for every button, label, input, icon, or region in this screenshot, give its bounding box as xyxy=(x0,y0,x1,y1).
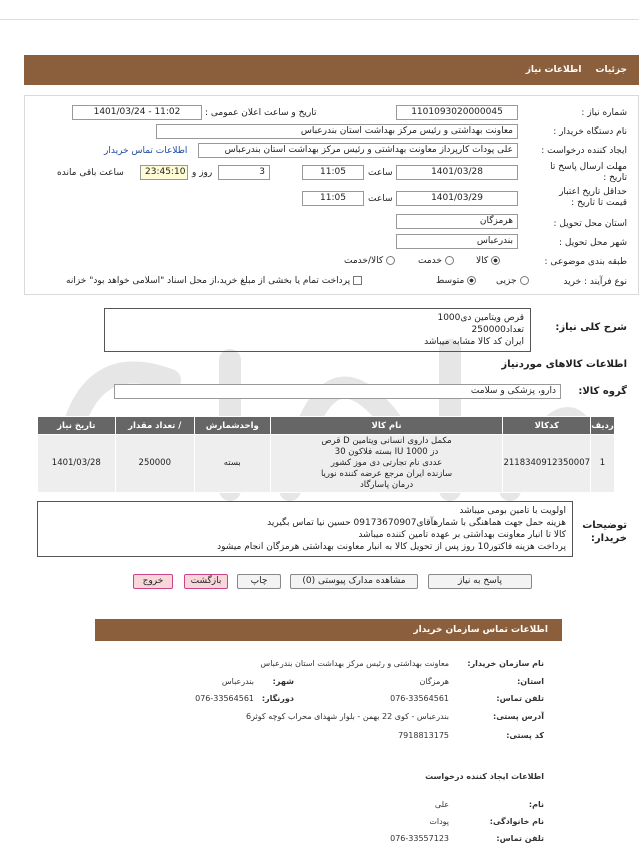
cell-row: 1 xyxy=(591,435,615,493)
category-label: طبقه بندی موضوعی : xyxy=(544,257,627,267)
col-row: ردیف xyxy=(591,417,615,435)
page-header xyxy=(24,55,639,85)
announce-field: 1401/03/24 - 11:02 xyxy=(72,105,202,120)
cell-code: 2118340912350007 xyxy=(503,435,591,493)
creator-name-value: علی xyxy=(434,800,449,809)
cell-name xyxy=(270,435,503,493)
contact-province-label: استان: xyxy=(517,677,544,686)
category-goods-radio[interactable] xyxy=(476,256,500,266)
deadline-date-field: 1401/03/28 xyxy=(396,165,518,180)
city-label: شهر محل تحویل : xyxy=(558,238,627,248)
item-name-line: درمان پاسارگاد xyxy=(359,480,414,490)
category-service-radio[interactable] xyxy=(418,256,454,266)
province-label: استان محل تحویل : xyxy=(553,219,627,229)
radio-selected-icon xyxy=(491,256,500,265)
item-name-line: عددی نام تجارتی دی موز کشور xyxy=(330,458,443,468)
radio-icon xyxy=(445,256,454,265)
item-name-line: مکمل داروی انسانی ویتامین D قرص xyxy=(321,436,452,446)
creator-field: علی پودات کارپرداز معاونت بهداشتی و رئیس مرکز بهداشت استان بندرعباس xyxy=(198,143,518,158)
col-date: تاریخ نیاز xyxy=(38,417,116,435)
contact-province-value: هرمزگان xyxy=(419,677,449,686)
address-value: بندرعباس - کوی 22 بهمن - بلوار شهدای محراب کوچه کوثر6 xyxy=(246,712,449,721)
postal-value: 7918813175 xyxy=(398,731,449,740)
deadline-time-label: ساعت xyxy=(368,168,393,178)
note-line: اولویت با تامین بومی میباشد xyxy=(459,506,566,516)
print-button[interactable]: چاپ xyxy=(237,574,281,589)
postal-label: کد پستی: xyxy=(506,731,544,740)
province-field: هرمزگان xyxy=(396,214,518,229)
creator-info-title: اطلاعات ایجاد کننده درخواست xyxy=(425,772,544,781)
col-name: نام کالا xyxy=(270,417,503,435)
creator-family-label: نام خانوادگی: xyxy=(489,817,544,826)
min-price-time-field: 11:05 xyxy=(302,191,364,206)
process-partial-label: جزیی xyxy=(496,276,517,286)
city-field: بندرعباس xyxy=(396,234,518,249)
buyer-field: معاونت بهداشتی و رئیس مرکز بهداشت استان بندرعباس xyxy=(156,124,518,139)
buyer-label: نام دستگاه خریدار : xyxy=(553,127,627,137)
item-name-line: سازنده ایران مرجع عرضه کننده نوریا xyxy=(320,469,453,479)
creator-label: ایجاد کننده درخواست : xyxy=(541,146,627,156)
cell-qty: 250000 xyxy=(115,435,194,493)
cell-date: 1401/03/28 xyxy=(38,435,116,493)
process-partial-radio[interactable] xyxy=(496,276,529,286)
category-goods-service-radio[interactable] xyxy=(344,256,395,266)
col-code: کدکالا xyxy=(503,417,591,435)
days-label: روز و xyxy=(192,168,213,178)
need-number-label: شماره نیاز : xyxy=(581,108,627,118)
summary-line: قرص ویتامین دی1000 xyxy=(437,313,524,323)
creator-phone-label: تلفن تماس: xyxy=(496,834,544,843)
tab-need-info[interactable]: اطلاعات نیاز xyxy=(525,65,582,75)
attachments-button[interactable]: مشاهده مدارک پیوستی (0) xyxy=(290,574,418,589)
note-line: کالا تا انبار معاونت بهداشتی بر عهده تامین کننده میباشد xyxy=(358,530,566,540)
table-row xyxy=(38,435,615,493)
tab-details[interactable]: جزئیات xyxy=(595,65,627,75)
item-name-line: دز 1000 IU بسته فلاکون 30 xyxy=(334,447,439,457)
min-price-time-label: ساعت xyxy=(368,194,393,204)
radio-icon xyxy=(386,256,395,265)
summary-line: تعداد250000 xyxy=(471,325,524,335)
category-goods-label: کالا xyxy=(476,256,489,266)
creator-phone-value: 076-33557123 xyxy=(390,834,449,843)
top-bar xyxy=(0,0,639,20)
process-label: نوع فرآیند : خرید xyxy=(563,277,627,287)
address-label: آدرس پستی: xyxy=(493,712,544,721)
deadline-time-field: 11:05 xyxy=(302,165,364,180)
payment-checkbox[interactable] xyxy=(66,276,362,286)
min-price-date-field: 1401/03/29 xyxy=(396,191,518,206)
contact-city-label: شهر: xyxy=(272,677,294,686)
contact-fax-value: 076-33564561 xyxy=(195,694,254,703)
note-line: پرداخت هزینه فاکتور10 روز پس از تحویل کالا به انبار معاونت بهداشتی هرمزگان انجام میشود xyxy=(217,542,566,552)
note-line: هزینه حمل جهت هماهنگی با شمارهآقای09173670907 حسین نیا تماس بگیرید xyxy=(267,518,566,528)
reply-button[interactable]: پاسخ به نیاز xyxy=(428,574,532,589)
summary-label: شرح کلی نیاز: xyxy=(555,322,627,333)
cell-unit: بسته xyxy=(194,435,270,493)
contact-fax-label: دورنگار: xyxy=(261,694,294,703)
org-label: نام سازمان خریدار: xyxy=(467,659,544,668)
contact-header: اطلاعات تماس سازمان خریدار xyxy=(95,619,562,641)
category-goods-service-label: کالا/خدمت xyxy=(344,256,384,266)
group-label: گروه کالا: xyxy=(578,386,627,397)
process-medium-label: متوسط xyxy=(436,276,465,286)
need-number-field: 1101093020000045 xyxy=(396,105,518,120)
exit-button[interactable]: خروج xyxy=(133,574,173,589)
summary-line: ایران کد کالا مشابه میباشد xyxy=(424,337,524,347)
remaining-time-field: 23:45:10 xyxy=(140,165,188,180)
announce-label: تاریخ و ساعت اعلان عمومی : xyxy=(205,108,317,118)
contact-city-value: بندرعباس xyxy=(221,677,254,686)
org-value: معاونت بهداشتی و رئیس مرکز بهداشت استان بندرعباس xyxy=(260,659,449,668)
col-unit: واحدشمارش xyxy=(194,417,270,435)
notes-label: توضیحات خریدار: xyxy=(582,520,627,544)
contact-phone-value: 076-33564561 xyxy=(390,694,449,703)
table-header-row xyxy=(38,417,615,435)
radio-icon xyxy=(520,276,529,285)
col-qty: / تعداد مقدار xyxy=(115,417,194,435)
group-field: دارو، پزشکی و سلامت xyxy=(114,384,561,399)
summary-box xyxy=(104,308,531,352)
back-button[interactable]: بازگشت xyxy=(184,574,228,589)
contact-phone-label: تلفن تماس: xyxy=(496,694,544,703)
process-medium-radio[interactable] xyxy=(436,276,476,286)
payment-note: پرداخت تمام یا بخشی از مبلغ خرید،از محل اسناد "اسلامی خواهد بود" خزانه xyxy=(66,276,351,286)
remaining-label: ساعت باقی مانده xyxy=(57,168,124,178)
deadline-label: مهلت ارسال پاسخ تا تاریخ : xyxy=(550,162,627,183)
category-service-label: خدمت xyxy=(418,256,442,266)
creator-family-value: پودات xyxy=(429,817,449,826)
days-field: 3 xyxy=(218,165,270,180)
buyer-contact-link[interactable]: اطلاعات تماس خریدار xyxy=(104,146,188,156)
min-price-label: حداقل تاریخ اعتبار قیمت تا تاریخ : xyxy=(559,187,627,208)
radio-selected-icon xyxy=(467,276,476,285)
notes-box xyxy=(37,501,573,557)
checkbox-icon xyxy=(353,276,362,285)
creator-name-label: نام: xyxy=(528,800,544,809)
items-table xyxy=(37,416,615,493)
items-title: اطلاعات کالاهای موردنیاز xyxy=(501,359,627,370)
